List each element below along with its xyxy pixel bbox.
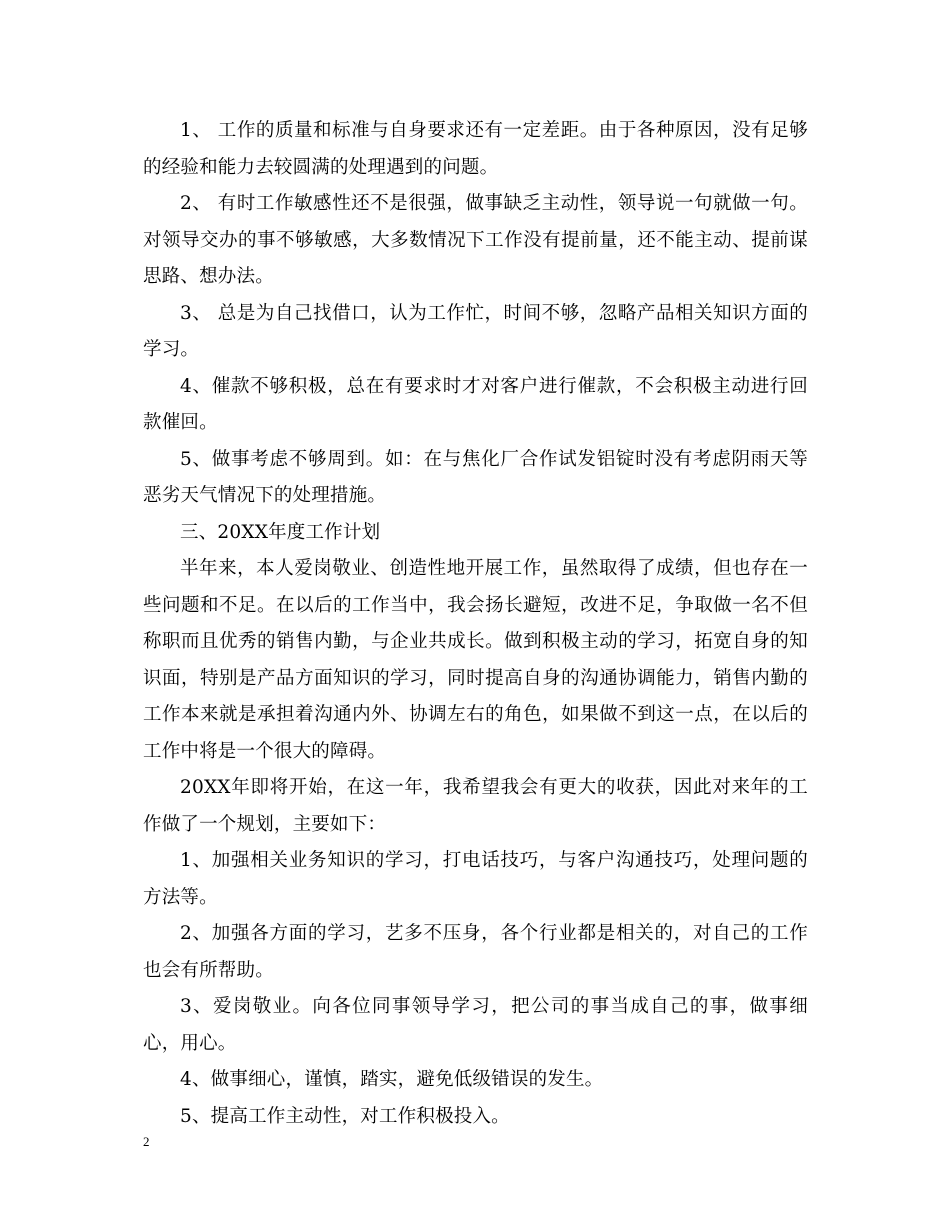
paragraph-plan-1: 1、加强相关业务知识的学习，打电话技巧，与客户沟通技巧，处理问题的方法等。 [143,850,808,908]
paragraph-weakness-2: 2、 有时工作敏感性还不是很强，做事缺乏主动性，领导说一句就做一句。对领导交办的事不够敏感，大多数情况下工作没有提前量，还不能主动、提前谋思路、想办法。 [143,193,808,287]
paragraph-plan-4: 4、做事细心，谨慎，踏实，避免低级错误的发生。 [180,1069,604,1090]
page-number: 2 [143,1134,150,1149]
paragraph-plan-3: 3、爱岗敬业。向各位同事领导学习，把公司的事当成自己的事，做事细心，用心。 [143,996,808,1054]
paragraph-plan-2: 2、加强各方面的学习，艺多不压身，各个行业都是相关的，对自己的工作也会有所帮助。 [143,923,808,981]
paragraph-weakness-3: 3、 总是为自己找借口，认为工作忙，时间不够，忽略产品相关知识方面的学习。 [143,302,808,360]
paragraph-summary: 半年来，本人爱岗敬业、创造性地开展工作，虽然取得了成绩，但也存在一些问题和不足。在以后的工作当中，我会扬长避短，改进不足，争取做一名不但称职而且优秀的销售内勤，与企业共成长。做到积极主动的学习，拓宽自身的知识面，特别是产品方面知识的学习，同时提高自身的沟通协调能力，销售内勤的工作本来就是承担着沟通内外、协调左右的角色，如果做不到这一点，在以后的工作中将是一个很大的障碍。 [143,558,808,762]
paragraph-weakness-4: 4、催款不够积极，总在有要求时才对客户进行催款，不会积极主动进行回款催回。 [143,375,808,433]
section-heading: 三、20XX年度工作计划 [180,521,381,543]
document-body [143,113,808,1135]
paragraph-weakness-5: 5、做事考虑不够周到。如：在与焦化厂合作试发铝锭时没有考虑阴雨天等恶劣天气情况下的处理措施。 [143,448,808,506]
paragraph-plan-intro: 20XX年即将开始，在这一年，我希望我会有更大的收获，因此对来年的工作做了一个规划，主要如下： [143,777,808,835]
paragraph-plan-5: 5、提高工作主动性，对工作积极投入。 [180,1105,510,1127]
paragraph-weakness-1: 1、 工作的质量和标准与自身要求还有一定差距。由于各种原因，没有足够的经验和能力去较圆满的处理遇到的问题。 [143,120,808,178]
